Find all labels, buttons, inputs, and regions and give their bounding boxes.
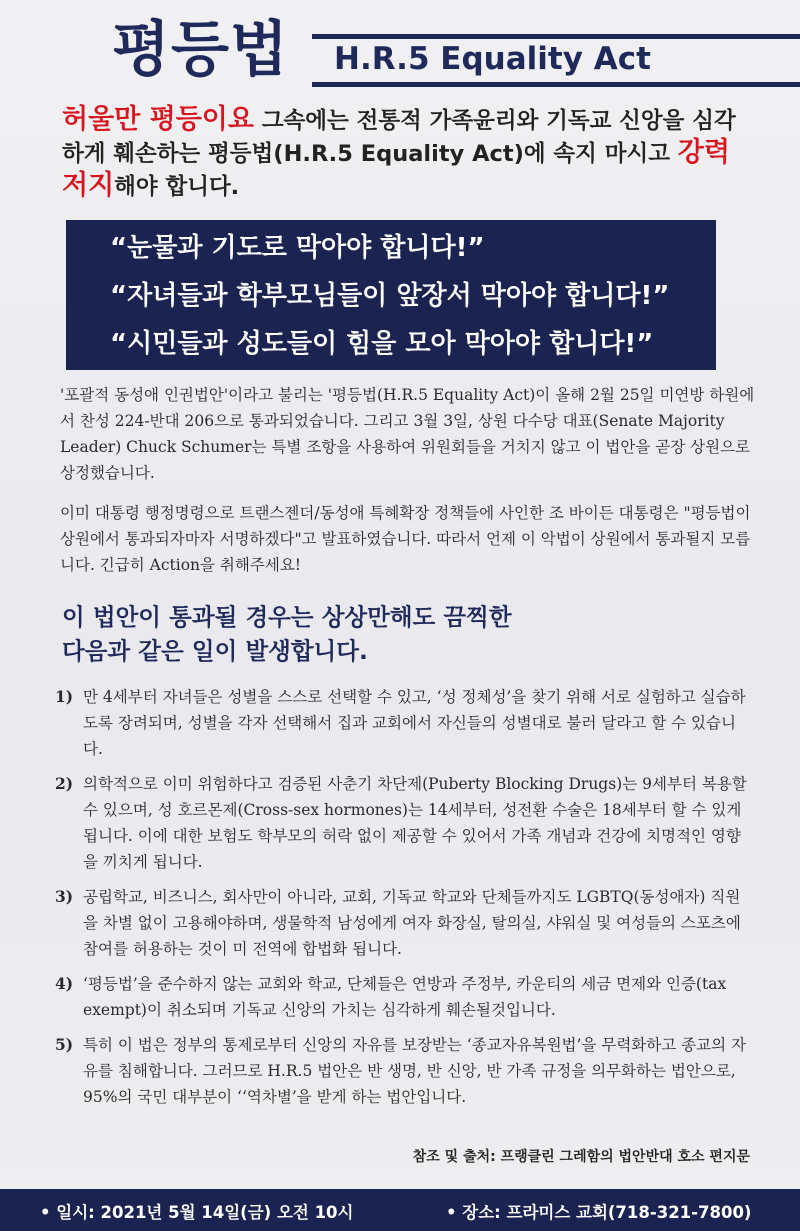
list-item-text: 만 4세부터 자녀들은 성별을 스스로 선택할 수 있고, ‘성 정체성’을 찾기 위해 서로 실험하고 실습하도록 장려되며, 성별을 각자 선택해서 집과 교회에서 자신들의 성별대로 불러 달라고 할 수 있습니다. (83, 688, 746, 758)
paragraph-2 (60, 500, 760, 578)
event-place: • 장소: 프라미스 교회(718-321-7800) (446, 1203, 752, 1222)
intro-text (62, 104, 752, 203)
title-rule-bottom (312, 82, 800, 87)
section-heading (62, 600, 712, 668)
list-item-text: 특히 이 법은 정부의 통제로부터 신앙의 자유를 보장받는 ‘종교자유복원법’을 무력화하고 종교의 자유를 침해합니다. 그러므로 H.R.5 법안은 반 생명, 반 신앙, 반 가족 규정을 의무화하는 법안으로, 95%의 국민 대부분이 ‘‘역차별’을 받게 하는 법안입니다. (83, 1036, 746, 1106)
section-heading-line-2: 다음과 같은 일이 발생합니다. (62, 637, 368, 665)
list-item (55, 684, 755, 762)
list-item-number: 2) (55, 774, 74, 793)
intro-text-1: 그속에는 전통적 가족윤리와 기독교 신앙을 심각하게 훼손하는 평등법(H.R.5 Equality Act)에 속지 마시고 (62, 108, 736, 167)
paragraph-2-text: 이미 대통령 행정명령으로 트랜스젠더/동성애 특혜확장 정책들에 사인한 조 바이든 대통령은 "평등법이 상원에서 통과되자마자 서명하겠다"고 발표하였습니다. 따라서 언제 이 악법이 상원에서 통과될지 모릅니다. 긴급히 Action을 취해주세요! (60, 504, 751, 574)
list-item-text: 공립학교, 비즈니스, 회사만이 아니라, 교회, 기독교 학교와 단체들까지도 LGBTQ(동성애자) 직원을 차별 없이 고용해야하며, 생물학적 남성에게 여자 화장실, 탈의실, 샤워실 및 여성들의 스포츠에 참여를 허용하는 것이 미 전역에 합법화 됩니다. (83, 888, 741, 958)
paragraph-1 (60, 382, 760, 486)
source-note: 참조 및 출처: 프랭클린 그레함의 법안반대 호소 편지문 (412, 1149, 750, 1165)
page-subtitle: H.R.5 Equality Act (334, 41, 651, 77)
paragraph-1-text: '포괄적 동성애 인권법안'이라고 불리는 '평등법(H.R.5 Equality Act)이 올해 2월 25일 미연방 하원에서 찬성 224-반대 206으로 통과되었습니다. 그리고 3월 3일, 상원 다수당 대표(Senate Majority Leader) Chuck Schumer는 특별 조항을 사용하여 위원회들을 거치지 않고 이 법안을 곧장 상원으로 상정했습니다. (60, 386, 755, 482)
page-title: 평등법 (112, 15, 289, 85)
event-date: • 일시: 2021년 5월 14일(금) 오전 10시 (40, 1203, 354, 1222)
list-item-number: 1) (55, 687, 74, 706)
title-block (112, 12, 712, 92)
intro-text-2: 해야 합니다. (114, 174, 240, 200)
list-item (55, 971, 755, 1023)
slogan-line-2: “자녀들과 학부모님들이 앞장서 막아야 합니다!” (110, 281, 670, 311)
intro-red-1: 허울만 평등이요 (62, 104, 254, 135)
intro-red-2: 강력 저지 (62, 137, 730, 201)
list-item-text: ‘평등법’을 준수하지 않는 교회와 학교, 단체들은 연방과 주정부, 카운티의 세금 면제와 인증(tax exempt)이 취소되며 기독교 신앙의 가치는 심각하게 훼손될것입니다. (83, 975, 727, 1019)
list-item-number: 3) (55, 887, 74, 906)
section-heading-line-1: 이 법안이 통과될 경우는 상상만해도 끔찍한 (62, 603, 512, 631)
slogan-banner (66, 220, 716, 370)
event-footer (0, 1189, 800, 1231)
slogan-line-1: “눈물과 기도로 막아야 합니다!” (110, 233, 485, 263)
list-item-number: 4) (55, 974, 74, 993)
list-item-text: 의학적으로 이미 위험하다고 검증된 사춘기 차단제(Puberty Blocking Drugs)는 9세부터 복용할 수 있으며, 성 호르몬제(Cross-sex hormones)는 14세부터, 성전환 수술은 18세부터 할 수 있게 됩니다. 이에 대한 보험도 학부모의 허락 없이 제공할 수 있어서 가족 개념과 건강에 치명적인 영향을 끼치게 됩니다. (83, 775, 747, 871)
consequence-list (55, 684, 755, 1119)
list-item-number: 5) (55, 1035, 74, 1054)
list-item (55, 884, 755, 962)
list-item (55, 1032, 755, 1110)
list-item (55, 771, 755, 875)
slogan-line-3: “시민들과 성도들이 힘을 모아 막아야 합니다!” (110, 329, 654, 359)
